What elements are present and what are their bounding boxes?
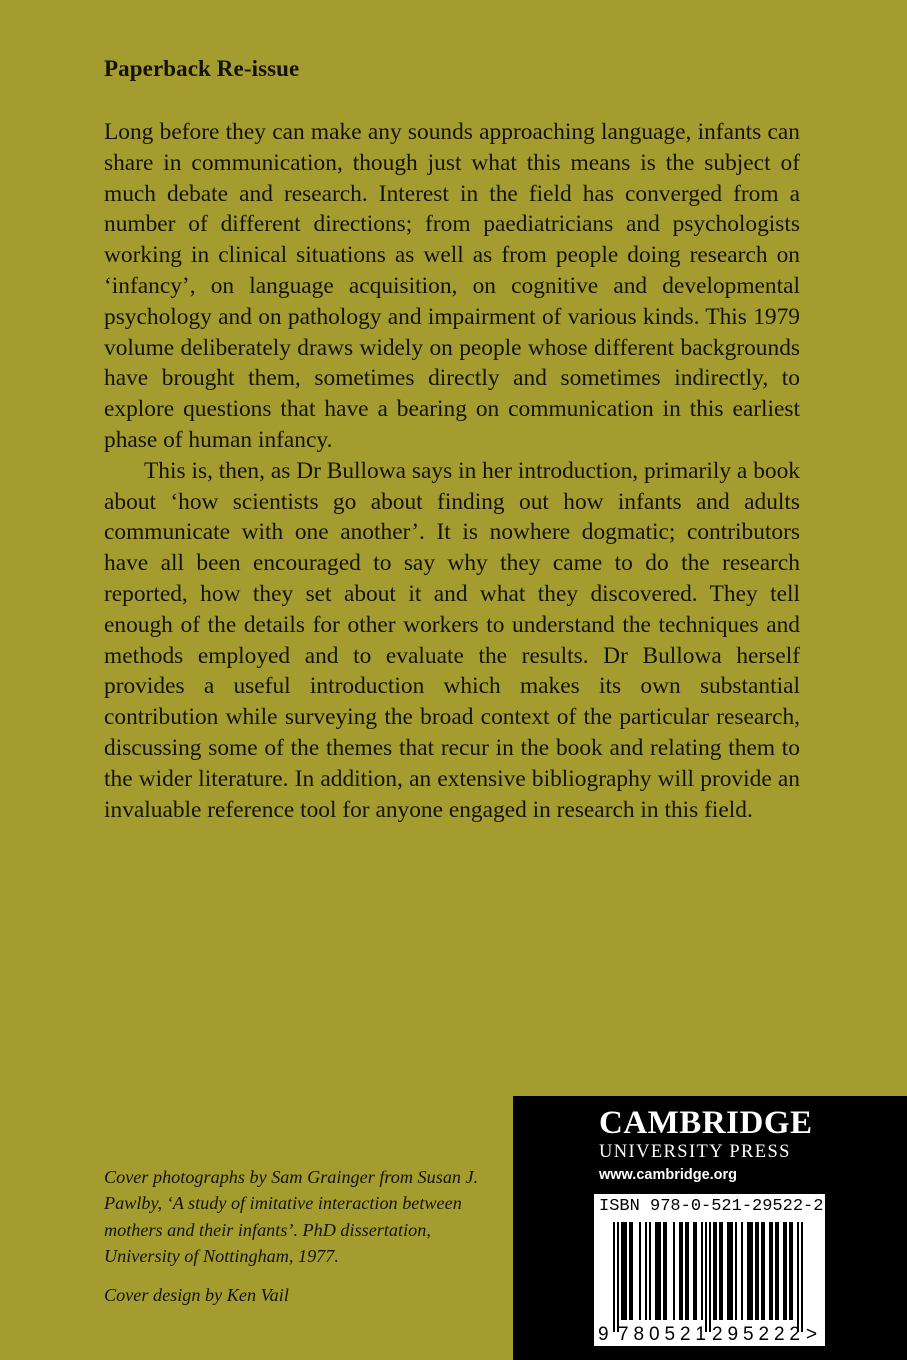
barcode-quiet-mark: > xyxy=(806,1324,818,1345)
barcode-bar xyxy=(721,1222,723,1320)
barcode-right-digits: 295222 xyxy=(712,1324,800,1345)
barcode-bar xyxy=(735,1222,737,1320)
barcode-bar xyxy=(741,1222,743,1320)
photo-credit: Cover photographs by Sam Grainger from Susan J. Pawlby, ‘A study of imitative interaction between mothers and their infants’. PhD dissertation, University of Nottingham, 1977. xyxy=(104,1167,479,1267)
barcode-bar xyxy=(789,1222,791,1320)
publisher-box xyxy=(513,1096,907,1360)
barcode-bar xyxy=(715,1222,717,1320)
blurb-paragraph-2: This is, then, as Dr Bullowa says in her introduction, primarily a book about ‘how scientists go about finding out how infants and adults communicate with one another’. It is nowhere dogmatic; contributors have all been encouraged to say why they came to do the research reported, how they set about it and what they discovered. They tell enough of the details for other workers to understand the techniques and methods employed and to evaluate the results. Dr Bullowa herself provides a useful introduction which makes its own substantial contribution while surveying the broad context of the particular research, discussing some of the themes that recur in the book and relating them to the wider literature. In addition, an extensive bibliography will provide an invaluable reference tool for anyone engaged in research in this field. xyxy=(104,457,800,823)
barcode-bar xyxy=(713,1222,715,1320)
barcode-bar xyxy=(727,1222,729,1320)
barcode-bar xyxy=(679,1222,681,1320)
barcode-bar xyxy=(663,1222,665,1320)
barcode-bar xyxy=(797,1222,799,1332)
barcode-bar xyxy=(649,1222,651,1320)
publisher-url: www.cambridge.org xyxy=(599,1167,738,1183)
barcode-bar xyxy=(673,1222,675,1320)
barcode-bar xyxy=(681,1222,683,1320)
barcode-bar xyxy=(685,1222,687,1320)
barcode-bar xyxy=(657,1222,659,1320)
barcode-bar xyxy=(625,1222,627,1320)
barcode-panel xyxy=(594,1194,825,1346)
barcode-bar xyxy=(801,1222,803,1332)
barcode-bar xyxy=(709,1222,711,1332)
barcode-bar xyxy=(755,1222,757,1320)
barcode-bar xyxy=(645,1222,647,1320)
publisher-name: CAMBRIDGE xyxy=(599,1105,813,1141)
barcode-bar xyxy=(769,1222,771,1320)
barcode-bar xyxy=(693,1222,695,1320)
barcode-bar xyxy=(751,1222,753,1320)
barcode-bar xyxy=(783,1222,785,1320)
barcode-icon xyxy=(594,1194,825,1346)
barcode-bar xyxy=(705,1222,707,1332)
barcode-bar xyxy=(639,1222,641,1320)
design-credit: Cover design by Ken Vail xyxy=(104,1284,289,1305)
blurb-paragraph-1: Long before they can make any sounds approaching language, infants can share in communication, though just what this means is the subject of much debate and research. Interest in the field has converged from a number of different directions; from paediatricians and psychologists working in clinical situations as well as from people doing research on ‘infancy’, on language acquisition, on cognitive and developmental psychology and on pathology and impairment of various kinds. This 1979 volume deliberately draws widely on people whose different backgrounds have brought them, sometimes directly and sometimes indirectly, to explore questions that have a bearing on communication in this earliest phase of human infancy. xyxy=(104,119,800,453)
barcode-bar xyxy=(623,1222,625,1320)
publisher-subtitle: UNIVERSITY PRESS xyxy=(599,1142,791,1162)
barcode-bar xyxy=(613,1222,615,1332)
barcode-bar xyxy=(665,1222,667,1320)
barcode-bar xyxy=(719,1222,721,1320)
barcode-bar xyxy=(729,1222,731,1320)
barcode-bar xyxy=(763,1222,765,1320)
barcode-bar xyxy=(659,1222,661,1320)
barcode-bar xyxy=(757,1222,759,1320)
barcode-bar xyxy=(687,1222,689,1320)
barcode-bar xyxy=(631,1222,633,1320)
barcode-bar xyxy=(761,1222,763,1320)
barcode-bar xyxy=(617,1222,619,1332)
barcode-bar xyxy=(629,1222,631,1320)
barcode-bar xyxy=(749,1222,751,1320)
cover-credits xyxy=(104,1164,504,1308)
barcode-bar xyxy=(771,1222,773,1320)
barcode-bar xyxy=(621,1222,623,1320)
barcode-bar xyxy=(655,1222,657,1320)
barcode-left-digits: 780521 xyxy=(618,1324,706,1345)
barcode-bar xyxy=(701,1222,703,1320)
blurb xyxy=(104,117,800,825)
isbn-label: ISBN 978-0-521-29522-2 xyxy=(599,1197,824,1216)
barcode-bar xyxy=(695,1222,697,1320)
barcode-lead-digit: 9 xyxy=(598,1324,609,1345)
barcode-bar xyxy=(777,1222,779,1320)
barcode-bar xyxy=(775,1222,777,1320)
barcode-bar xyxy=(731,1222,733,1320)
barcode-bar xyxy=(785,1222,787,1320)
page-heading: Paperback Re-issue xyxy=(104,56,300,81)
barcode-bar xyxy=(791,1222,793,1320)
barcode-bar xyxy=(747,1222,749,1320)
